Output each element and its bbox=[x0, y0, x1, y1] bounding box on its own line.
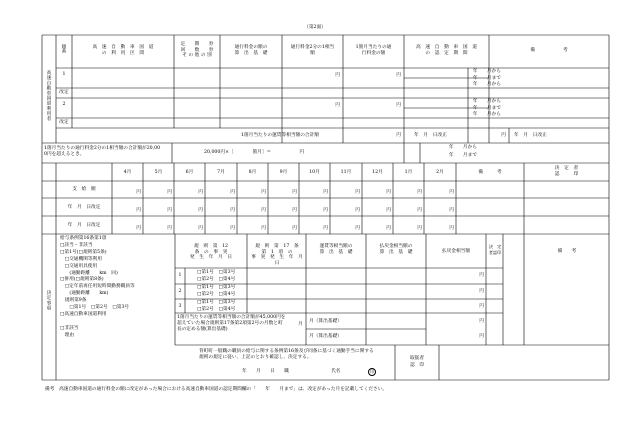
monthly-yen-cell: 円 bbox=[449, 226, 454, 231]
monthly-yen-cell: 円 bbox=[136, 208, 141, 213]
monthly-yen-cell: 円 bbox=[136, 190, 141, 195]
checklist-line bbox=[60, 319, 135, 326]
total-revision-date-2: 年 月 日改正 bbox=[514, 133, 547, 138]
checklist-line: □第1号(□規則第5条) bbox=[60, 249, 107, 255]
header-refund: 払戻金相当額 bbox=[441, 249, 471, 254]
monthly-yen-cell: 円 bbox=[386, 226, 391, 231]
header-section: 高 速 自 動 車 国 道 の 利 用 区 間 bbox=[92, 45, 154, 56]
monthly-yen-cell: 円 bbox=[198, 190, 203, 195]
row-2-number: 2 bbox=[62, 102, 66, 107]
row-1-period-from-2: 年 月から bbox=[472, 82, 501, 87]
row-1-period-to: 年 月まで bbox=[472, 76, 501, 81]
monthly-yen-cell: 円 bbox=[449, 208, 454, 213]
row-2-period-to: 年 月まで bbox=[472, 106, 501, 111]
decision-side-label: 決定事項 bbox=[46, 290, 51, 311]
month-9: 12月 bbox=[372, 170, 383, 175]
month-7: 10月 bbox=[309, 170, 320, 175]
decision-row-3-opts-b: □第2号 □第4号 bbox=[197, 307, 236, 312]
decision-row-2-number: 2 bbox=[178, 289, 182, 294]
row-1-yen-b: 円 bbox=[396, 73, 401, 78]
month-8: 11月 bbox=[340, 170, 352, 175]
month-3: 6月 bbox=[185, 170, 194, 175]
header-decision-remarks: 備 考 bbox=[557, 249, 577, 254]
monthly-yen-cell: 円 bbox=[167, 226, 172, 231]
header-half-toll: 通行料金2分の1相当 額 bbox=[290, 45, 335, 56]
monthly-yen-cell: 円 bbox=[230, 208, 235, 213]
total-yen-2: 円 bbox=[501, 133, 506, 138]
decision-row-3-yen: 円 bbox=[479, 304, 484, 309]
row-2-period-from: 年 月から bbox=[472, 99, 501, 104]
month-5: 8月 bbox=[248, 170, 257, 175]
excess-sub-basis: 月（算出基礎） bbox=[309, 334, 342, 339]
month-2: 5月 bbox=[154, 170, 163, 175]
decision-row-1-yen: 円 bbox=[479, 273, 484, 278]
monthly-yen-cell: 円 bbox=[167, 208, 172, 213]
month-remarks: 備 考 bbox=[478, 170, 502, 175]
checklist-line: □第1号 □第2号 □第3号 bbox=[60, 305, 130, 311]
decision-row-2-opts-b: □第2号 □第4号 bbox=[197, 292, 236, 297]
month-10: 1月 bbox=[404, 170, 413, 175]
monthly-yen-cell: 円 bbox=[292, 208, 297, 213]
monthly-yen-cell: 円 bbox=[230, 226, 235, 231]
row-2-yen-a: 円 bbox=[335, 103, 340, 108]
monthly-yen-cell: 円 bbox=[417, 226, 422, 231]
seal-mark: 印 bbox=[368, 368, 376, 376]
month-4: 7月 bbox=[217, 170, 225, 175]
monthly-yen-cell: 円 bbox=[417, 208, 422, 213]
row-2-period-from-2: 年 月から bbox=[472, 112, 501, 117]
checklist-line: □併用(□規則第8条) bbox=[60, 277, 104, 283]
decision-row-1-opts-a: □第1号 □第3号 bbox=[197, 270, 236, 275]
checklist-line: □定年前再任用短時間勤務職員等 bbox=[60, 284, 135, 290]
month-6: 9月 bbox=[279, 170, 288, 175]
monthly-yen-cell: 円 bbox=[198, 226, 203, 231]
excess-condition: 1箇月当たりの運賃等相当額の合計額が45,000円を 超えていた場合規則第17条第2項第2号の月数と町 長の定める額(算出基礎) bbox=[177, 315, 286, 333]
row-1-yen-a: 円 bbox=[335, 73, 340, 78]
excess-yen-2: 円 bbox=[479, 334, 484, 339]
half-toll-from: 年 月から bbox=[448, 145, 477, 150]
decision-row-1-number: 1 bbox=[178, 273, 182, 278]
monthly-yen-cell: 円 bbox=[198, 208, 203, 213]
excess-month-unit: 月 bbox=[298, 322, 303, 327]
header-ticket-type: 定 期 券 回 数 券 そ の 他 の 別 bbox=[180, 42, 214, 59]
monthly-yen-cell: 円 bbox=[355, 190, 360, 195]
half-toll-to: 年 月まで bbox=[448, 153, 477, 158]
checklist-line: □該当・非該当 bbox=[60, 242, 93, 248]
total-yen: 円 bbox=[396, 133, 401, 138]
monthly-yen-cell: 円 bbox=[323, 190, 328, 195]
excess-month-basis: 月（算出基礎） bbox=[309, 319, 342, 324]
header-remarks: 備 考 bbox=[530, 48, 568, 53]
confirmation-text: 背町町一般職の職員の給与に関する条例第16条及び同条に基づく通勤手当に関する 規則の規定に従い、上記のとおり確認し、決定する。 bbox=[199, 349, 374, 361]
monthly-yen-cell: 円 bbox=[261, 208, 266, 213]
checklist-line: 給与条例第16条第1項 bbox=[60, 236, 107, 241]
month-11: 2月 bbox=[436, 170, 444, 175]
monthly-yen-cell: 円 bbox=[449, 190, 454, 195]
row-1-period-from: 年 月から bbox=[472, 69, 501, 74]
upper-side-label: 高速自動車国道利用者 bbox=[46, 70, 51, 121]
monthly-row-2-label: 年 月 日改定 bbox=[67, 205, 101, 210]
monthly-yen-cell: 円 bbox=[355, 208, 360, 213]
monthly-yen-cell: 円 bbox=[261, 190, 266, 195]
row-1-revision: 改定 bbox=[59, 90, 69, 95]
checklist-line: □非該当 bbox=[60, 325, 79, 331]
monthly-yen-cell: 円 bbox=[261, 226, 266, 231]
header-transport-basis: 運賃等相当額の 算 出 基 礎 bbox=[319, 244, 353, 255]
total-revision-date: 年 月 日改正 bbox=[414, 133, 447, 138]
decision-row-2-opts-a: □第1号 □第3号 bbox=[197, 285, 236, 290]
monthly-yen-cell: 円 bbox=[136, 226, 141, 231]
monthly-yen-cell: 円 bbox=[386, 190, 391, 195]
date-and-signature: 年 月 日 職 氏名 bbox=[242, 369, 341, 374]
page-label: （第2面） bbox=[304, 25, 326, 30]
header-fact-date: 規 則 第 17 条 第 1 項 の 事 実 発 生 年 月 日 bbox=[251, 244, 303, 266]
total-label: 1箇月当たりの運賃等相当額の合計額 bbox=[241, 133, 319, 138]
header-half-basis: 払戻金相当額の 算 出 基 礎 bbox=[379, 244, 413, 255]
monthly-yen-cell: 円 bbox=[292, 190, 297, 195]
month-1: 4月 bbox=[123, 170, 132, 175]
monthly-yen-cell: 円 bbox=[386, 208, 391, 213]
checklist-line: □高速自動車国道利用 bbox=[60, 311, 107, 317]
checklist-line: 規則第9条 bbox=[60, 298, 87, 304]
decision-checklist bbox=[60, 236, 135, 340]
checklist-line: □交通機関等利用 bbox=[60, 256, 102, 262]
monthly-yen-cell: 円 bbox=[167, 190, 172, 195]
monthly-row-3-label: 年 月 日改定 bbox=[67, 223, 101, 228]
monthly-yen-cell: 円 bbox=[292, 226, 297, 231]
decision-seal-header: 決 定 者 認 印 bbox=[554, 166, 579, 177]
half-toll-formula: 20,000円×［ 箇月］＝ 円 bbox=[204, 150, 305, 155]
header-decider: 決 定 者認印 bbox=[488, 244, 502, 255]
checklist-line: (通勤距離 km) bbox=[60, 291, 109, 297]
monthly-row-1-label: 支 給 額 bbox=[72, 187, 96, 192]
decision-row-1-opts-b: □第2号 □第4号 bbox=[197, 277, 236, 282]
monthly-yen-cell: 円 bbox=[417, 190, 422, 195]
row-2-yen-b: 円 bbox=[396, 103, 401, 108]
handler-seal-label: 取扱者 認 印 bbox=[409, 356, 425, 368]
header-start-date: 規 則 第 12 条 の 事 実 発 生 年 月 日 bbox=[189, 244, 233, 261]
monthly-yen-cell: 円 bbox=[230, 190, 235, 195]
header-certification-period: 高 速 自 動 車 国 道 の 認 定 期 間 bbox=[416, 45, 477, 56]
decision-row-3-number: 3 bbox=[178, 304, 182, 309]
header-monthly-toll: 1箇月当たりの通 行料金の額 bbox=[355, 45, 392, 56]
half-toll-condition: 1箇月当たりの通行料金2分の1相当額の合計額が20,00 0円を超えるとき。 bbox=[44, 146, 161, 157]
monthly-yen-cell: 円 bbox=[323, 208, 328, 213]
row-1-number: 1 bbox=[62, 72, 66, 77]
checklist-line: 理由 bbox=[60, 332, 75, 338]
decision-row-3-opts-a: □第1号 □第3号 bbox=[197, 300, 236, 305]
monthly-yen-cell: 円 bbox=[355, 226, 360, 231]
excess-yen: 円 bbox=[479, 319, 484, 324]
checklist-line: (通勤距離 km 回) bbox=[60, 270, 118, 276]
monthly-yen-cell: 円 bbox=[323, 226, 328, 231]
header-order: 順番 bbox=[61, 44, 66, 54]
header-toll-basis: 通行料金の額の 算 出 基 礎 bbox=[234, 45, 268, 56]
footer-note: 備考 高速自動車国道の通行料金の額に改定があった場合における高速自動車国道の認定期間欄の「 年 月まで」は、改定があった月を記載してください。 bbox=[45, 387, 388, 392]
decision-row-2-yen: 円 bbox=[479, 289, 484, 294]
checklist-line: □交通用具使用 bbox=[60, 263, 98, 269]
row-2-revision: 改定 bbox=[59, 120, 69, 125]
